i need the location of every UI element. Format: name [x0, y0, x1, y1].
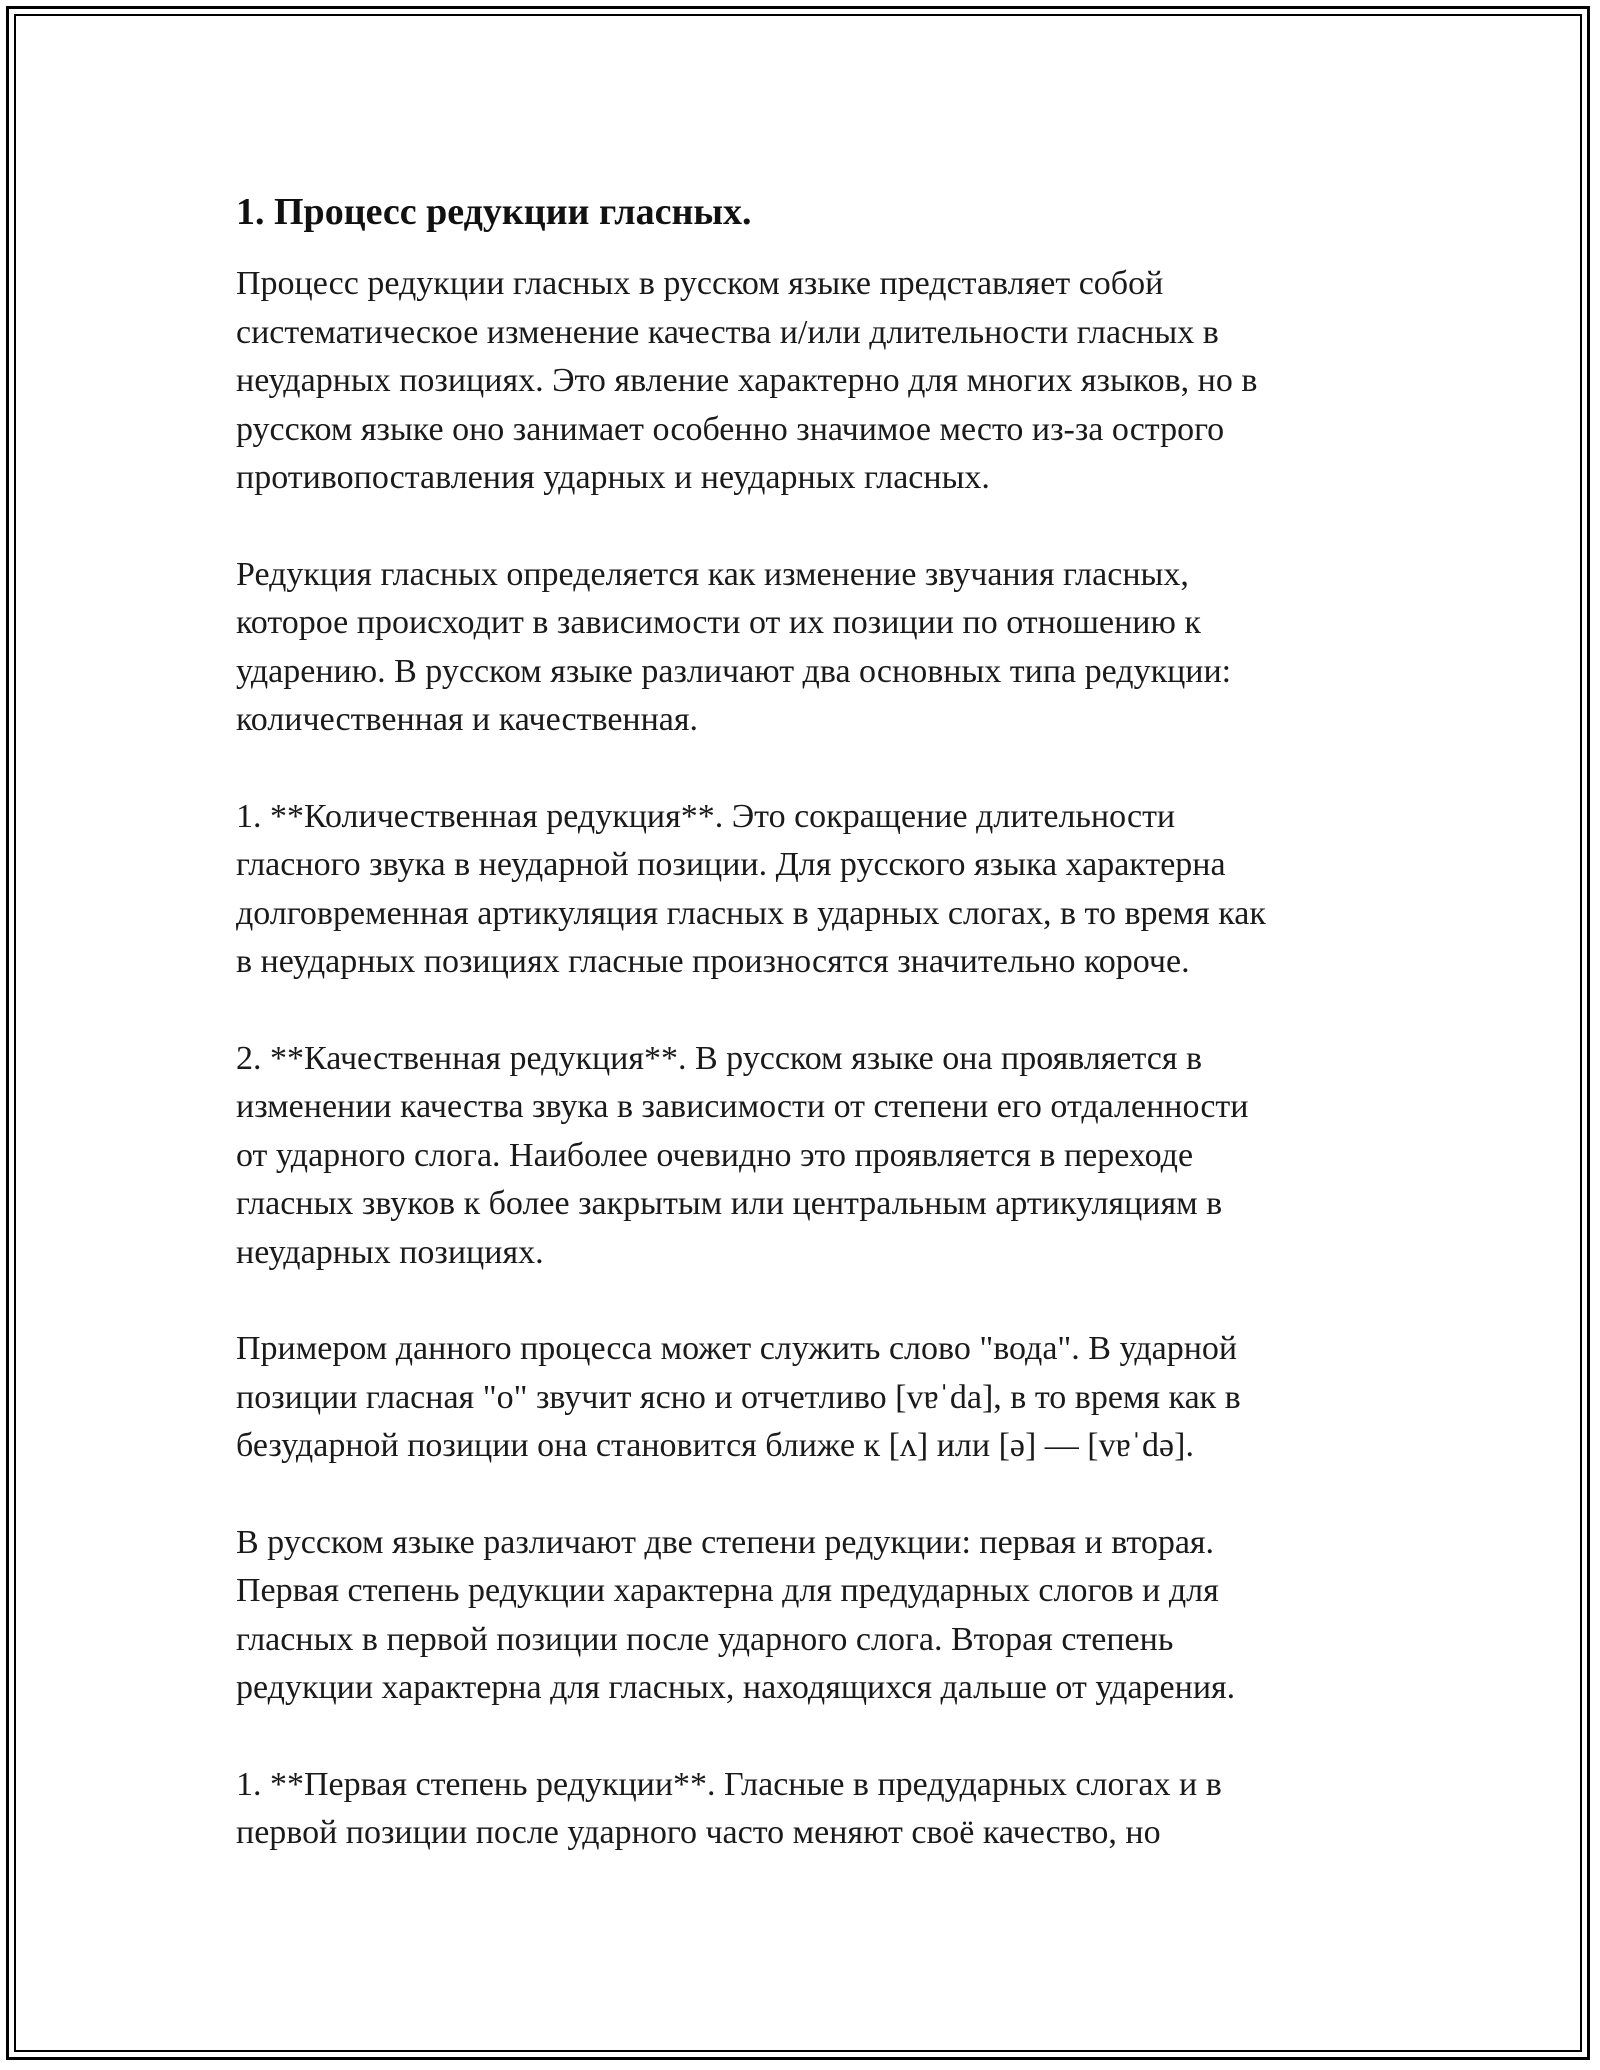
text-line: Процесс редукции гласных в русском языке представляет собой — [236, 265, 1164, 302]
section-heading: 1. Процесс редукции гласных. — [236, 191, 752, 233]
paragraph-degrees — [236, 1519, 1376, 1713]
text-line: гласных в первой позиции после ударного слога. Вторая степень — [236, 1620, 1174, 1658]
text-line: Первая степень редукции характерна для предударных слогов и для — [236, 1572, 1219, 1609]
text-line: от ударного слога. Наиболее очевидно это проявляется в переходе — [236, 1136, 1194, 1174]
text-line: 1. **Количественная редукция**. Это сокращение длительности — [236, 797, 1176, 835]
text-line: Редукция гласных определяется как изменение звучания гласных, — [236, 555, 1189, 593]
text-line: русском языке оно занимает особенно значимое место из-за острого — [236, 410, 1225, 448]
paragraph-definition — [236, 551, 1376, 745]
document-body — [236, 188, 1376, 1906]
paragraph-intro — [236, 260, 1376, 503]
text-line: долговременная артикуляция гласных в ударных слогах, в то время как — [236, 894, 1266, 932]
text-line: безударной позиции она становится ближе к [ʌ] или [ə] — [vɐˈdə]. — [236, 1427, 1194, 1464]
text-line: в неударных позициях гласные произносятся значительно короче. — [236, 943, 1190, 980]
paragraph-example — [236, 1325, 1376, 1471]
text-line: количественная и качественная. — [236, 701, 699, 738]
text-line: редукции характерна для гласных, находящихся дальше от ударения. — [236, 1669, 1236, 1706]
text-line: систематическое изменение качества и/или длительности гласных в — [236, 313, 1219, 351]
text-line: 2. **Качественная редукция**. В русском языке она проявляется в — [236, 1039, 1203, 1077]
paragraph-first-degree — [236, 1761, 1376, 1858]
text-line: изменении качества звука в зависимости от степени его отдаленности — [236, 1088, 1249, 1125]
text-line: противопоставления ударных и неударных гласных. — [236, 459, 990, 496]
text-line: которое происходит в зависимости от их позиции по отношению к — [236, 604, 1201, 641]
text-line: В русском языке различают две степени редукции: первая и вторая. — [236, 1523, 1215, 1561]
paragraph-qualitative-reduction — [236, 1035, 1376, 1278]
text-line: ударению. В русском языке различают два основных типа редукции: — [236, 652, 1232, 690]
text-line: гласных звуков к более закрытым или центральным артикуляциям в — [236, 1185, 1223, 1222]
text-line: неударных позициях. Это явление характерно для многих языков, но в — [236, 362, 1258, 399]
text-line: позиции гласная "о" звучит ясно и отчетливо [vɐˈda], в то время как в — [236, 1378, 1241, 1416]
text-line: гласного звука в неударной позиции. Для русского языка характерна — [236, 846, 1226, 883]
text-line: неударных позициях. — [236, 1233, 544, 1271]
text-line: 1. **Первая степень редукции**. Гласные в предударных слогах и в — [236, 1765, 1222, 1803]
text-line: Примером данного процесса может служить слово "вода". В ударной — [236, 1330, 1238, 1367]
paragraph-quantitative-reduction — [236, 793, 1376, 987]
text-line: первой позиции после ударного часто меняют своё качество, но — [236, 1814, 1161, 1851]
